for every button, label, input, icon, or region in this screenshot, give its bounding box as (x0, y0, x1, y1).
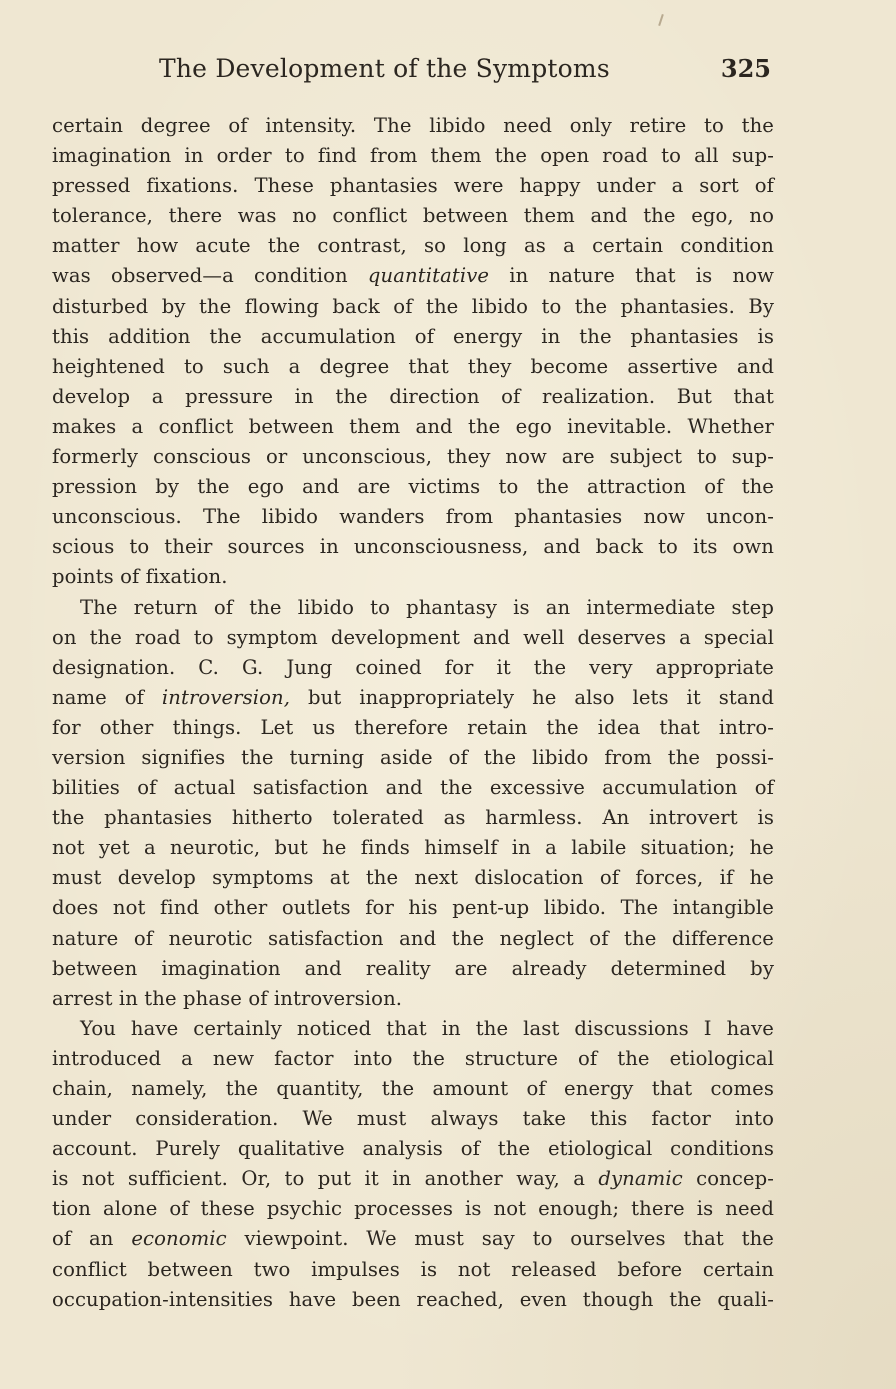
text-segment: introduced a new factor into the structure of the etiological (52, 1046, 774, 1070)
text-segment: unconscious. The libido wanders from phantasies now uncon- (52, 505, 774, 529)
text-segment: designation. C. G. Jung coined for it the very appropriate (52, 655, 774, 679)
text-segment: concep- (682, 1167, 774, 1191)
text-line (52, 893, 774, 923)
text-line (52, 111, 774, 141)
text-line (52, 954, 774, 984)
text-line (52, 292, 774, 322)
text-segment: not yet a neurotic, but he finds himself in a labile situation; he (52, 836, 774, 860)
text-line (52, 863, 774, 893)
text-line (52, 1104, 774, 1134)
running-header (48, 54, 776, 90)
text-segment: chain, namely, the quantity, the amount of energy that comes (52, 1077, 774, 1100)
text-line (52, 1044, 774, 1074)
text-segment: The return of the libido to phantasy is an intermediate step (80, 595, 774, 619)
text-segment: must develop symptoms at the next dislocation of forces, if he (52, 866, 774, 890)
text-line (52, 984, 774, 1014)
text-line (52, 924, 774, 954)
text-line (52, 623, 774, 653)
italic-term: economic (131, 1227, 227, 1251)
text-line (52, 1194, 774, 1224)
text-segment: pression by the ego and are victims to the attraction of the (52, 475, 774, 499)
text-segment: disturbed by the flowing back of the libido to the phantasies. By (52, 294, 774, 318)
text-line (52, 502, 774, 532)
text-line (52, 713, 774, 743)
text-segment: occupation-intensities have been reached, even though the quali- (52, 1287, 774, 1311)
text-line (52, 653, 774, 683)
text-segment: account. Purely qualitative analysis of the etiological conditions (52, 1137, 774, 1161)
text-line (52, 412, 774, 442)
text-line (52, 472, 774, 502)
text-segment: heightened to such a degree that they become assertive and (52, 354, 774, 378)
text-line (52, 593, 774, 623)
italic-term: quantitative (367, 264, 490, 288)
text-line (52, 1074, 774, 1104)
text-segment: in nature that is now (489, 264, 774, 288)
italic-term: dynamic (598, 1167, 683, 1191)
text-line (52, 201, 774, 231)
text-line (52, 532, 774, 562)
page-number: 325 (720, 54, 771, 83)
text-segment: makes a conflict between them and the ego inevitable. Whether (52, 414, 774, 438)
text-segment: does not find other outlets for his pent-up libido. The intangible (52, 896, 774, 920)
text-segment: You have certainly noticed that in the last discussions I have (80, 1016, 774, 1040)
text-line (52, 352, 774, 382)
text-segment: this addition the accumulation of energy in the phantasies is (52, 324, 774, 348)
text-segment: tion alone of these psychic processes is not enough; there is need (52, 1197, 774, 1221)
text-segment: under consideration. We must always take this factor into (52, 1107, 774, 1131)
text-line (52, 171, 774, 201)
text-segment: name of (52, 685, 162, 709)
text-line (52, 743, 774, 773)
text-segment: pressed fixations. These phantasies were happy under a sort of (52, 174, 774, 198)
text-segment: tolerance, there was no conflict between them and the ego, no (52, 204, 774, 228)
text-line (52, 1134, 774, 1164)
text-segment: scious to their sources in unconsciousness, and back to its own (52, 535, 774, 559)
text-line (52, 382, 774, 412)
text-segment: certain degree of intensity. The libido need only retire to the (52, 114, 774, 137)
text-segment: arrest in the phase of introversion. (52, 986, 403, 1010)
text-segment: formerly conscious or unconscious, they now are subject to sup- (52, 445, 774, 469)
text-segment: was observed—a condition (52, 264, 368, 288)
text-line (52, 1164, 774, 1194)
text-line (52, 322, 774, 352)
text-line (52, 833, 774, 863)
text-line (52, 1255, 774, 1285)
text-segment: on the road to symptom development and well deserves a special (52, 625, 774, 649)
text-line (52, 141, 774, 171)
text-segment: points of fixation. (52, 565, 228, 589)
body-text (52, 111, 774, 1315)
italic-term: introversion, (161, 685, 291, 709)
text-line (52, 261, 774, 291)
text-segment: develop a pressure in the direction of realization. But that (52, 384, 774, 408)
text-segment: but inappropriately he also lets it stand (290, 685, 775, 709)
text-segment: between imagination and reality are already determined by (52, 956, 774, 980)
text-line (52, 803, 774, 833)
text-segment: for other things. Let us therefore retain the idea that intro- (52, 715, 774, 739)
running-title: The Development of the Symptoms (159, 54, 610, 83)
text-segment: nature of neurotic satisfaction and the neglect of the difference (52, 926, 774, 950)
text-line (52, 442, 774, 472)
text-line (52, 773, 774, 803)
text-segment: viewpoint. We must say to ourselves that the (226, 1227, 774, 1251)
text-segment: the phantasies hitherto tolerated as harmless. An introvert is (52, 806, 774, 830)
text-segment: bilities of actual satisfaction and the excessive accumulation of (52, 776, 774, 800)
text-line (52, 1224, 774, 1254)
text-segment: version signifies the turning aside of the libido from the possi- (52, 745, 774, 769)
text-segment: imagination in order to find from them the open road to all sup- (52, 144, 774, 168)
text-line (52, 683, 774, 713)
text-segment: of an (52, 1227, 132, 1251)
text-line (52, 1285, 774, 1315)
pencil-mark (658, 14, 664, 26)
text-segment: is not sufficient. Or, to put it in another way, a (52, 1167, 599, 1191)
text-segment: conflict between two impulses is not released before certain (52, 1257, 774, 1281)
text-segment: matter how acute the contrast, so long as a certain condition (52, 234, 774, 258)
text-line (52, 562, 774, 592)
text-line (52, 231, 774, 261)
text-line (52, 1014, 774, 1044)
